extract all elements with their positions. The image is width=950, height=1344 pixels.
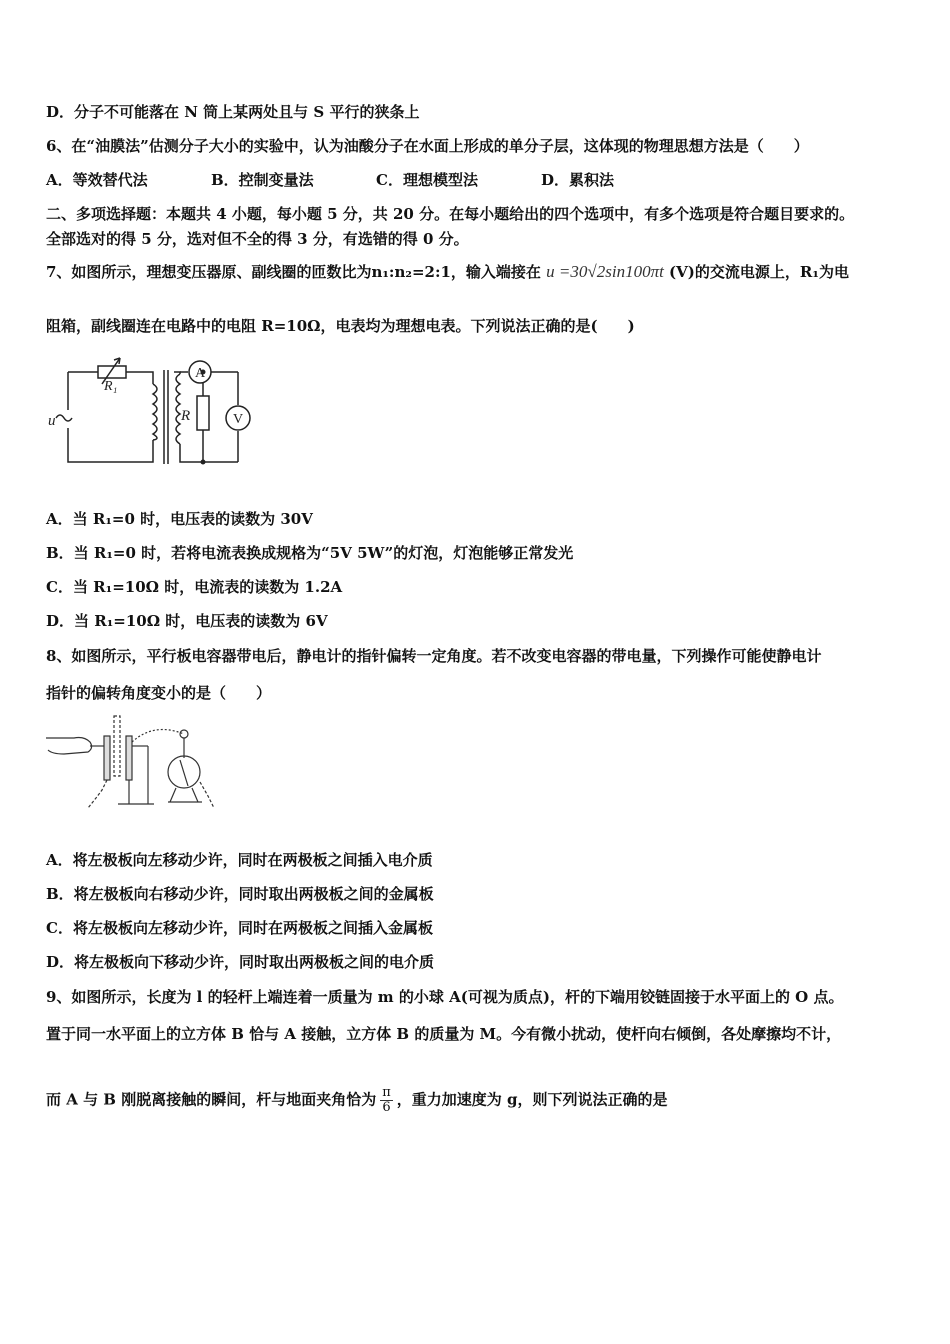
question-7-line1 [46,262,849,282]
source-label: u [48,413,56,429]
question-6: 6、在“油膜法”估测分子大小的实验中，认为油酸分子在水面上形成的单分子层，这体现的物理思想方法是（ ） [46,137,809,155]
option-d-prev: D．分子不可能落在 N 筒上某两处且与 S 平行的狭条上 [46,103,420,121]
resistor-label: R [181,408,191,424]
section-2-scoring: 全部选对的得 5 分，选对但不全的得 3 分，有选错的得 0 分。 [46,230,469,248]
question-9-line1: 9、如图所示，长度为 l 的轻杆上端连着一质量为 m 的小球 A(可视为质点)，杆的下端用铰链固接于水平面上的 O 点。 [46,988,844,1006]
question-9-line2: 置于同一水平面上的立方体 B 恰与 A 接触，立方体 B 的质量为 M。今有微小扰动，使杆向右倾倒，各处摩擦均不计， [46,1025,842,1043]
question-9-line3 [46,1086,667,1115]
fraction-denominator: 6 [382,1100,391,1115]
r1-label: R₁ [104,379,118,394]
q7-ratio: n₁:n₂=2:1 [371,263,451,281]
ammeter-label: A [195,366,206,381]
q7-text-end: 为电 [818,263,849,281]
q7-text-mid: ，输入端接在 [450,263,541,281]
q7-option-c: C．当 R₁=10Ω 时，电流表的读数为 1.2A [46,578,343,596]
transformer-circuit-figure [48,350,268,470]
capacitor-electroscope-figure [44,712,224,816]
q6-option-c: C．理想模型法 [376,171,478,189]
question-8-line2: 指针的偏转角度变小的是（ ） [46,684,272,702]
q7-r1: R₁ [799,263,819,281]
voltmeter-label: V [233,412,244,427]
question-8-line1: 8、如图所示，平行板电容器带电后，静电计的指针偏转一定角度。若不改变电容器的带电量，下列操作可能使静电计 [46,647,822,665]
q7-text-post: (V)的交流电源上， [669,263,800,281]
q9-text-pre: 而 A 与 B 刚脱离接触的瞬间，杆与地面夹角恰为 [46,1090,377,1109]
q7-option-b: B．当 R₁=0 时，若将电流表换成规格为“5V 5W”的灯泡，灯泡能够正常发光 [46,544,574,562]
fraction-numerator: π [382,1085,391,1100]
q8-option-d: D．将左极板向下移动少许，同时取出两极板之间的电介质 [46,953,435,971]
q6-option-d: D．累积法 [541,171,615,189]
q7-formula: u =30√2sin100πt [546,262,664,281]
q8-option-b: B．将左极板向右移动少许，同时取出两极板之间的金属板 [46,885,434,903]
q7-option-d: D．当 R₁=10Ω 时，电压表的读数为 6V [46,612,328,630]
q8-option-a: A．将左极板向左移动少许，同时在两极板之间插入电介质 [46,851,433,869]
q9-text-post: ，重力加速度为 g，则下列说法正确的是 [396,1090,668,1109]
question-7-line2: 阻箱，副线圈连在电路中的电阻 R=10Ω，电表均为理想电表。下列说法正确的是( ) [46,317,635,335]
q6-option-a: A．等效替代法 [46,171,148,189]
q7-text-pre: 7、如图所示，理想变压器原、副线圈的匝数比为 [46,263,372,281]
section-2-heading: 二、多项选择题：本题共 4 小题，每小题 5 分，共 20 分。在每小题给出的四个选项中，有多个选项是符合题目要求的。 [46,205,855,223]
q6-options [46,170,906,190]
q7-option-a: A．当 R₁=0 时，电压表的读数为 30V [46,510,313,528]
q8-option-c: C．将左极板向左移动少许，同时在两极板之间插入金属板 [46,919,433,937]
q6-option-b: B．控制变量法 [211,171,314,189]
q9-angle-fraction [380,1086,393,1115]
